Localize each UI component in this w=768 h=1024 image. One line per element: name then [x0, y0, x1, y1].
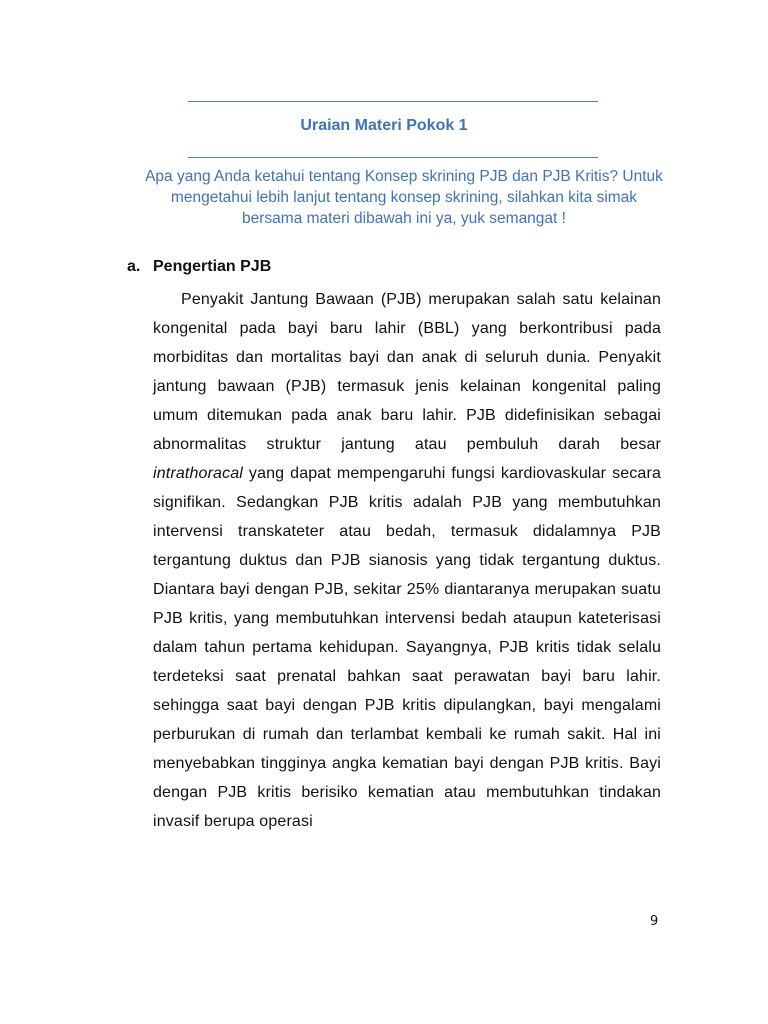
section-top-rule [188, 101, 598, 102]
subsection-heading-text: Pengertian PJB [153, 258, 272, 275]
body-paragraph [153, 285, 661, 836]
subsection-marker: a. [127, 258, 141, 275]
section-title: Uraian Materi Pokok 1 [300, 117, 468, 134]
page-number: 9 [650, 914, 659, 929]
subsection-heading [127, 258, 271, 276]
section-intro: Apa yang Anda ketahui tentang Konsep skrining PJB dan PJB Kritis? Untuk mengetahui lebih lanjut tentang konsep skrining, silahkan kita simak bersama materi dibawah ini ya, yuk semangat ! [145, 168, 663, 227]
body-paragraph-italic-term: intrathoracal [153, 465, 243, 482]
section-bottom-rule [188, 157, 598, 158]
body-paragraph-part2: yang dapat mempengaruhi fungsi kardiovaskular secara signifikan. Sedangkan PJB kritis adalah PJB yang membutuhkan intervensi transkateter atau bedah, termasuk didalamnya PJB tergantung duktus dan PJB sianosis yang tidak tergantung duktus. Diantara bayi dengan PJB, sekitar 25% diantaranya merupakan suatu PJB kritis, yang membutuhkan intervensi bedah ataupun kateterisasi dalam tahun pertama kehidupan. Sayangnya, PJB kritis tidak selalu terdeteksi saat prenatal bahkan saat perawatan bayi baru lahir. sehingga saat bayi dengan PJB kritis dipulangkan, bayi mengalami perburukan di rumah dan terlambat kembali ke rumah sakit. Hal ini menyebabkan tingginya angka kematian bayi dengan PJB kritis. Bayi dengan PJB kritis berisiko kematian atau membutuhkan tindakan invasif berupa operasi [153, 465, 661, 830]
body-paragraph-part1: Penyakit Jantung Bawaan (PJB) merupakan salah satu kelainan kongenital pada bayi baru lahir (BBL) yang berkontribusi pada morbiditas dan mortalitas bayi dan anak di seluruh dunia. Penyakit jantung bawaan (PJB) termasuk jenis kelainan kongenital paling umum ditemukan pada anak baru lahir. PJB didefinisikan sebagai abnormalitas struktur jantung atau pembuluh darah besar [153, 291, 661, 453]
